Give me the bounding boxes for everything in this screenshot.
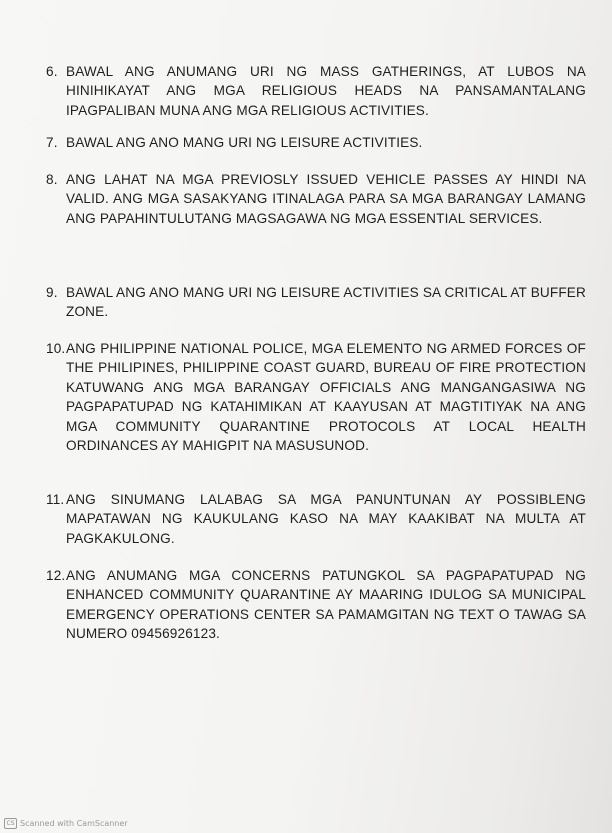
list-item-6 xyxy=(46,62,586,120)
item-number: 7. xyxy=(46,135,58,150)
item-text: ANG PHILIPPINE NATIONAL POLICE, MGA ELEMENTO NG ARMED FORCES OF THE PHILIPINES, PHILIPPINE COAST GUARD, BUREAU OF FIRE PROTECTION KATUWANG ANG MGA BARANGAY OFFICIALS ANG MANGANGASIWA NG PAGPAPATUPAD NG KATAHIMIKAN AT KAAYUSAN AT MAGTITIYAK NA ANG MGA COMMUNITY QUARANTINE PROTOCOLS AT LOCAL HEALTH ORDINANCES AY MAHIGPIT NA MASUSUNOD. xyxy=(66,341,586,454)
item-number: 9. xyxy=(46,285,58,300)
list-item-10 xyxy=(46,339,586,455)
item-number: 6. xyxy=(46,64,58,79)
item-number: 10. xyxy=(46,341,66,356)
item-text: ANG ANUMANG MGA CONCERNS PATUNGKOL SA PAGPAPATUPAD NG ENHANCED COMMUNITY QUARANTINE AY MAARING IDULOG SA MUNICIPAL EMERGENCY OPERATIONS CENTER SA PAMAMGITAN NG TEXT O TAWAG SA NUMERO 09456926123. xyxy=(66,568,586,642)
list-item-9 xyxy=(46,283,586,322)
item-text: BAWAL ANG ANO MANG URI NG LEISURE ACTIVITIES. xyxy=(66,135,423,150)
item-number: 11. xyxy=(46,492,65,507)
item-text: ANG LAHAT NA MGA PREVIOSLY ISSUED VEHICLE PASSES AY HINDI NA VALID. ANG MGA SASAKYANG ITINALAGA PARA SA MGA BARANGAY LAMANG ANG PAPAHINTULUTANG MAGSAGAWA NG MGA ESSENTIAL SERVICES. xyxy=(66,172,586,226)
list-item-8 xyxy=(46,170,586,228)
list-item-11 xyxy=(46,490,586,548)
scanner-watermark xyxy=(4,818,128,829)
item-text: BAWAL ANG ANO MANG URI NG LEISURE ACTIVITIES SA CRITICAL AT BUFFER ZONE. xyxy=(66,285,586,320)
watermark-text: Scanned with CamScanner xyxy=(20,819,128,828)
item-text: BAWAL ANG ANUMANG URI NG MASS GATHERINGS, AT LUBOS NA HINIHIKAYAT ANG MGA RELIGIOUS HEADS NA PANSAMANTALANG IPAGPALIBAN MUNA ANG MGA RELIGIOUS ACTIVITIES. xyxy=(66,64,586,118)
camscanner-logo-icon: CS xyxy=(4,818,17,829)
list-item-12 xyxy=(46,566,586,644)
item-text: ANG SINUMANG LALABAG SA MGA PANUNTUNAN AY POSSIBLENG MAPATAWAN NG KAUKULANG KASO NA MAY KAAKIBAT NA MULTA AT PAGKAKULONG. xyxy=(66,492,586,546)
item-number: 12. xyxy=(46,568,66,583)
list-item-7 xyxy=(46,133,586,152)
item-number: 8. xyxy=(46,172,58,187)
